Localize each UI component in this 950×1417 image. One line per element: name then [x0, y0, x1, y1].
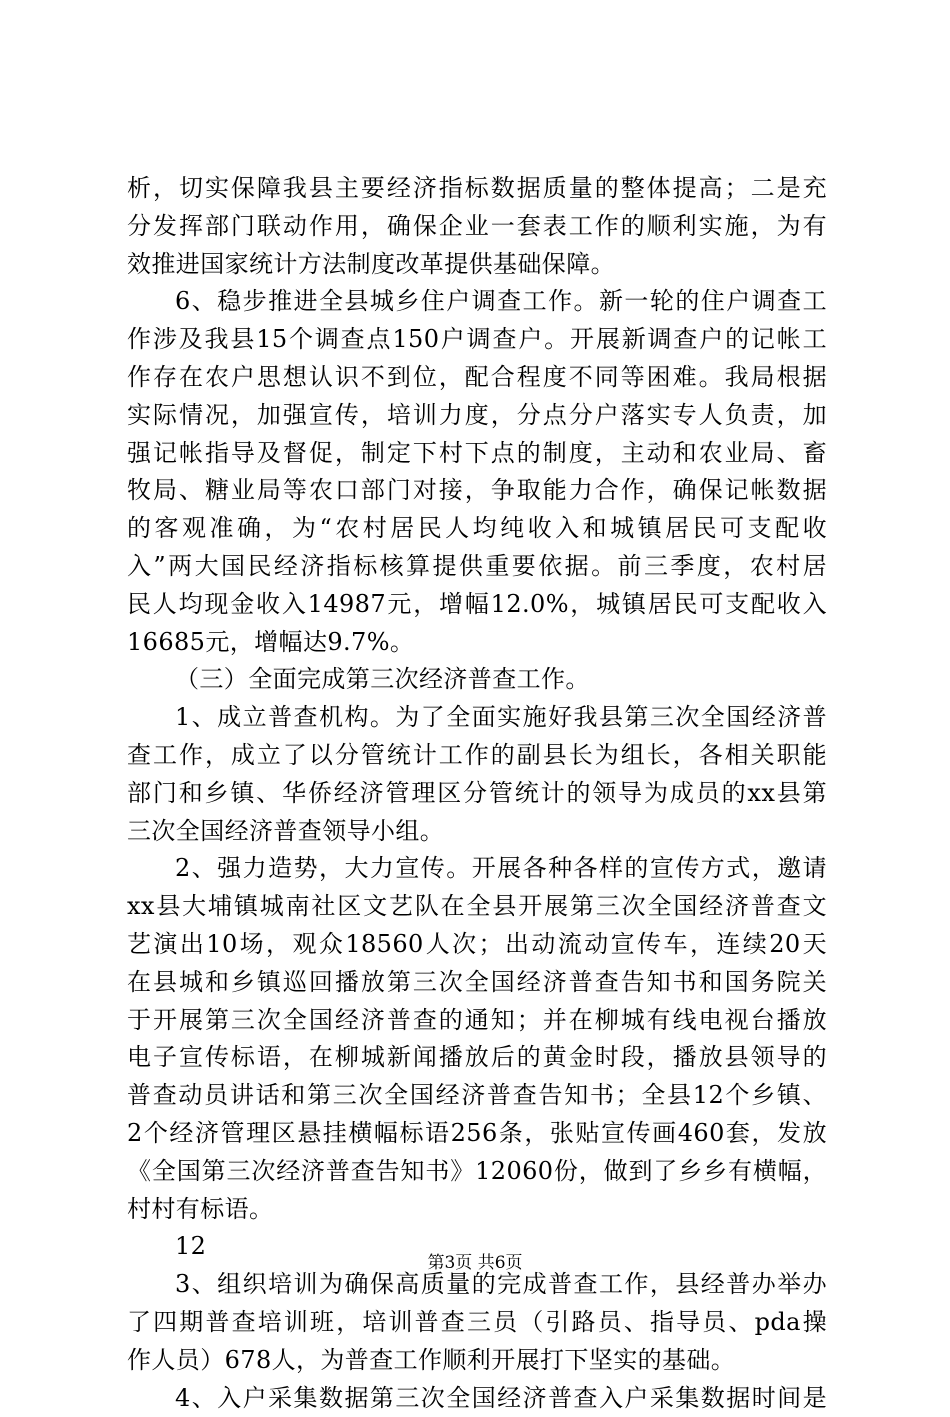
body-text — [127, 170, 827, 1417]
text-line: 16685元，增幅达9.7%。 — [127, 624, 827, 662]
text-line: 12 — [127, 1228, 827, 1266]
text-line: 查工作，成立了以分管统计工作的副县长为组长，各相关职能 — [127, 737, 827, 775]
text-line: 实际情况，加强宣传，培训力度，分点分户落实专人负责，加 — [127, 397, 827, 435]
text-line: xx县大埔镇城南社区文艺队在全县开展第三次全国经济普查文 — [127, 888, 827, 926]
text-line: 电子宣传标语，在柳城新闻播放后的黄金时段，播放县领导的 — [127, 1039, 827, 1077]
text-line: 了四期普查培训班，培训普查三员（引路员、指导员、pda操 — [127, 1304, 827, 1342]
text-line: 三次全国经济普查领导小组。 — [127, 813, 827, 851]
text-line: 析，切实保障我县主要经济指标数据质量的整体提高；二是充 — [127, 170, 827, 208]
text-line: 1、成立普查机构。为了全面实施好我县第三次全国经济普 — [127, 699, 827, 737]
text-line: 的客观准确，为“农村居民人均纯收入和城镇居民可支配收 — [127, 510, 827, 548]
text-line: 民人均现金收入14987元，增幅12.0%，城镇居民可支配收入 — [127, 586, 827, 624]
text-line: 4、入户采集数据第三次全国经济普查入户采集数据时间是 — [127, 1380, 827, 1417]
text-line: 效推进国家统计方法制度改革提供基础保障。 — [127, 246, 827, 284]
text-line: 艺演出10场，观众18560人次；出动流动宣传车，连续20天 — [127, 926, 827, 964]
text-line: 作存在农户思想认识不到位，配合程度不同等困难。我局根据 — [127, 359, 827, 397]
text-line: 作涉及我县15个调查点150户调查户。开展新调查户的记帐工 — [127, 321, 827, 359]
text-line: 作人员）678人，为普查工作顺利开展打下坚实的基础。 — [127, 1342, 827, 1380]
text-line: 普查动员讲话和第三次全国经济普查告知书；全县12个乡镇、 — [127, 1077, 827, 1115]
text-line: 牧局、糖业局等农口部门对接，争取能力合作，确保记帐数据 — [127, 472, 827, 510]
text-line: 2、强力造势，大力宣传。开展各种各样的宣传方式，邀请 — [127, 850, 827, 888]
text-line: （三）全面完成第三次经济普查工作。 — [127, 661, 827, 699]
text-line: 入”两大国民经济指标核算提供重要依据。前三季度，农村居 — [127, 548, 827, 586]
text-line: 村村有标语。 — [127, 1191, 827, 1229]
text-line: 3、组织培训为确保高质量的完成普查工作，县经普办举办 — [127, 1266, 827, 1304]
text-line: 《全国第三次经济普查告知书》12060份，做到了乡乡有横幅， — [127, 1153, 827, 1191]
text-line: 6、稳步推进全县城乡住户调查工作。新一轮的住户调查工 — [127, 283, 827, 321]
text-line: 2个经济管理区悬挂横幅标语256条，张贴宣传画460套，发放 — [127, 1115, 827, 1153]
text-line: 于开展第三次全国经济普查的通知；并在柳城有线电视台播放 — [127, 1002, 827, 1040]
text-line: 分发挥部门联动作用，确保企业一套表工作的顺利实施，为有 — [127, 208, 827, 246]
page-footer: 第3页 共6页 — [0, 1252, 950, 1274]
text-line: 在县城和乡镇巡回播放第三次全国经济普查告知书和国务院关 — [127, 964, 827, 1002]
text-line: 部门和乡镇、华侨经济管理区分管统计的领导为成员的xx县第 — [127, 775, 827, 813]
text-line: 强记帐指导及督促，制定下村下点的制度，主动和农业局、畜 — [127, 435, 827, 473]
